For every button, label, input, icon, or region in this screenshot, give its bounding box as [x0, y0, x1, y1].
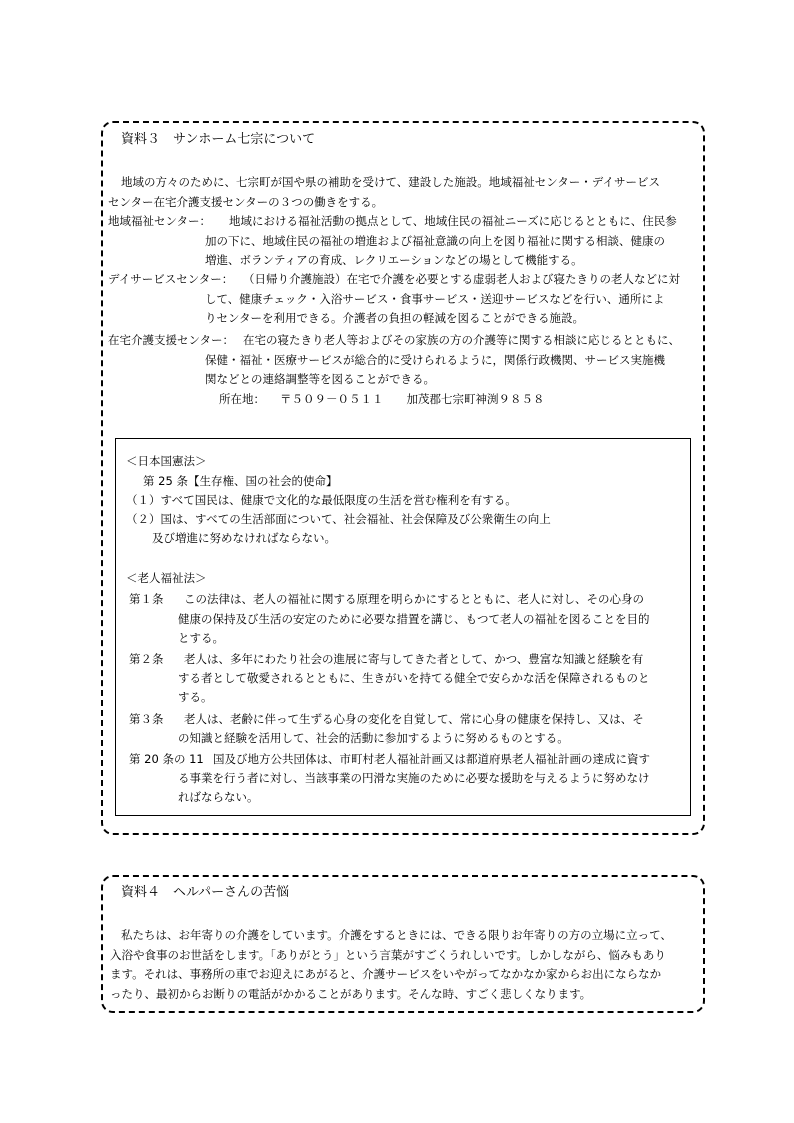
center-label: デイサービスセンター： [108, 272, 234, 286]
center-desc-line: りセンターを利用できる。介護者の負担の軽減を図ることができる施設。 [205, 311, 585, 325]
article-line: 健康の保持及び生活の安定のために必要な措置を講じ、もつて老人の福祉を図ることを目的 [178, 612, 650, 626]
section3-intro-line: センター在宅介護支援センターの３つの働きをする。 [108, 195, 384, 209]
center-desc-line: 加の下に、地域住民の福祉の増進および福祉意識の向上を図り福祉に関する相談、健康の [205, 234, 665, 248]
article-line: する。 [178, 690, 213, 704]
article25-line: 及び増進に努めなければならない。 [152, 531, 336, 545]
section4-line: ったり、最初からお断りの電話がかかることがあります。そんな時、すごく悲しくなります。 [110, 987, 592, 1001]
center-desc-line: 関などとの連絡調整等を図ることができる。 [205, 372, 435, 386]
center-label: 地域福祉センター： [108, 214, 212, 228]
article-line: する者として敬愛されるとともに、生きがいを持てる健全で安らかな活を保障されるものと [178, 671, 650, 685]
article-number: 第 20 条の 11 [129, 752, 204, 766]
article-line: この法律は、老人の福祉に関する原理を明らかにするとともに、老人に対し、その心身の [184, 592, 644, 606]
section4-line: 入浴や食事のお世話をします。「ありがとう」という言葉がすごくうれしいです。しかしながら、悩みもあり [110, 948, 666, 962]
article25-line: （２）国は、すべての生活部面について、社会福祉、社会保障及び公衆衛生の向上 [126, 512, 551, 526]
address-label: 所在地： [219, 392, 265, 406]
article-number: 第３条 [129, 712, 164, 726]
center-desc-line: 保健・福祉・医療サービスが総合的に受けられるように，関係行政機関、サービス実施機 [205, 353, 665, 367]
article25-heading: 第 25 条【生存権、国の社会的使命】 [143, 474, 338, 488]
article-line: 老人は、老齢に伴って生ずる心身の変化を自覚して、常に心身の健康を保持し、又は、そ [184, 712, 644, 726]
center-desc-line: 地域における福祉活動の拠点として、地域住民の福祉ニーズに応じるとともに、住民参 [229, 214, 677, 228]
section3-intro-line: 地域の方々のために、七宗町が国や県の補助を受けて、建設した施設。地域福祉センター・デイサービス [121, 175, 660, 189]
section4-title: 資料４ ヘルパーさんの苦悩 [121, 885, 290, 900]
section3-title: 資料３ サンホーム七宗について [121, 132, 316, 147]
article-number: 第２条 [129, 652, 164, 666]
center-desc-line: （日帰り介護施設）在宅で介護を必要とする虚弱老人および寝たきりの老人などに対 [243, 272, 680, 286]
constitution-title: ＜日本国憲法＞ [126, 454, 207, 468]
article-line: 老人は、多年にわたり社会の進展に寄与してきた者として、かつ、豊富な知識と経験を有 [184, 652, 644, 666]
article-line: の知識と経験を活用して、社会的活動に参加するように努めるものとする。 [178, 731, 569, 745]
article-line: る事業を行う者に対し、当該事業の円滑な実施のために必要な援助を与えるように努めなけ [178, 771, 650, 785]
center-desc-line: して、健康チェック・入浴サービス・食事サービス・送迎サービスなどを行い、通所によ [205, 292, 665, 306]
article-line: ればならない。 [178, 790, 259, 804]
section4-line: ます。それは、事務所の車でお迎えにあがると、介護サービスをいやがってなかなか家からお出にならなか [110, 967, 662, 981]
address-value: 〒５０９－０５１１ 加茂郡七宗町神渕９８５８ [280, 392, 545, 406]
article25-line: （１）すべて国民は、健康で文化的な最低限度の生活を営む権利を有する。 [126, 493, 517, 507]
center-desc-line: 在宅の寝たきり老人等およびその家族の方の介護等に関する相談に応じるとともに、 [243, 333, 680, 347]
center-desc-line: 増進、ボランティアの育成、レクリエーションなどの場として機能する。 [205, 253, 583, 267]
article-number: 第１条 [129, 592, 164, 606]
article-line: とする。 [178, 631, 224, 645]
article-line: 国及び地方公共団体は、市町村老人福祉計画又は都道府県老人福祉計画の達成に資す [213, 752, 650, 766]
center-label: 在宅介護支援センター： [108, 333, 235, 347]
section4-line: 私たちは、お年寄りの介護をしています。介護をするときには、できる限りお年寄りの方の立場に立って、 [121, 928, 672, 942]
welfare-title: ＜老人福祉法＞ [126, 571, 207, 585]
